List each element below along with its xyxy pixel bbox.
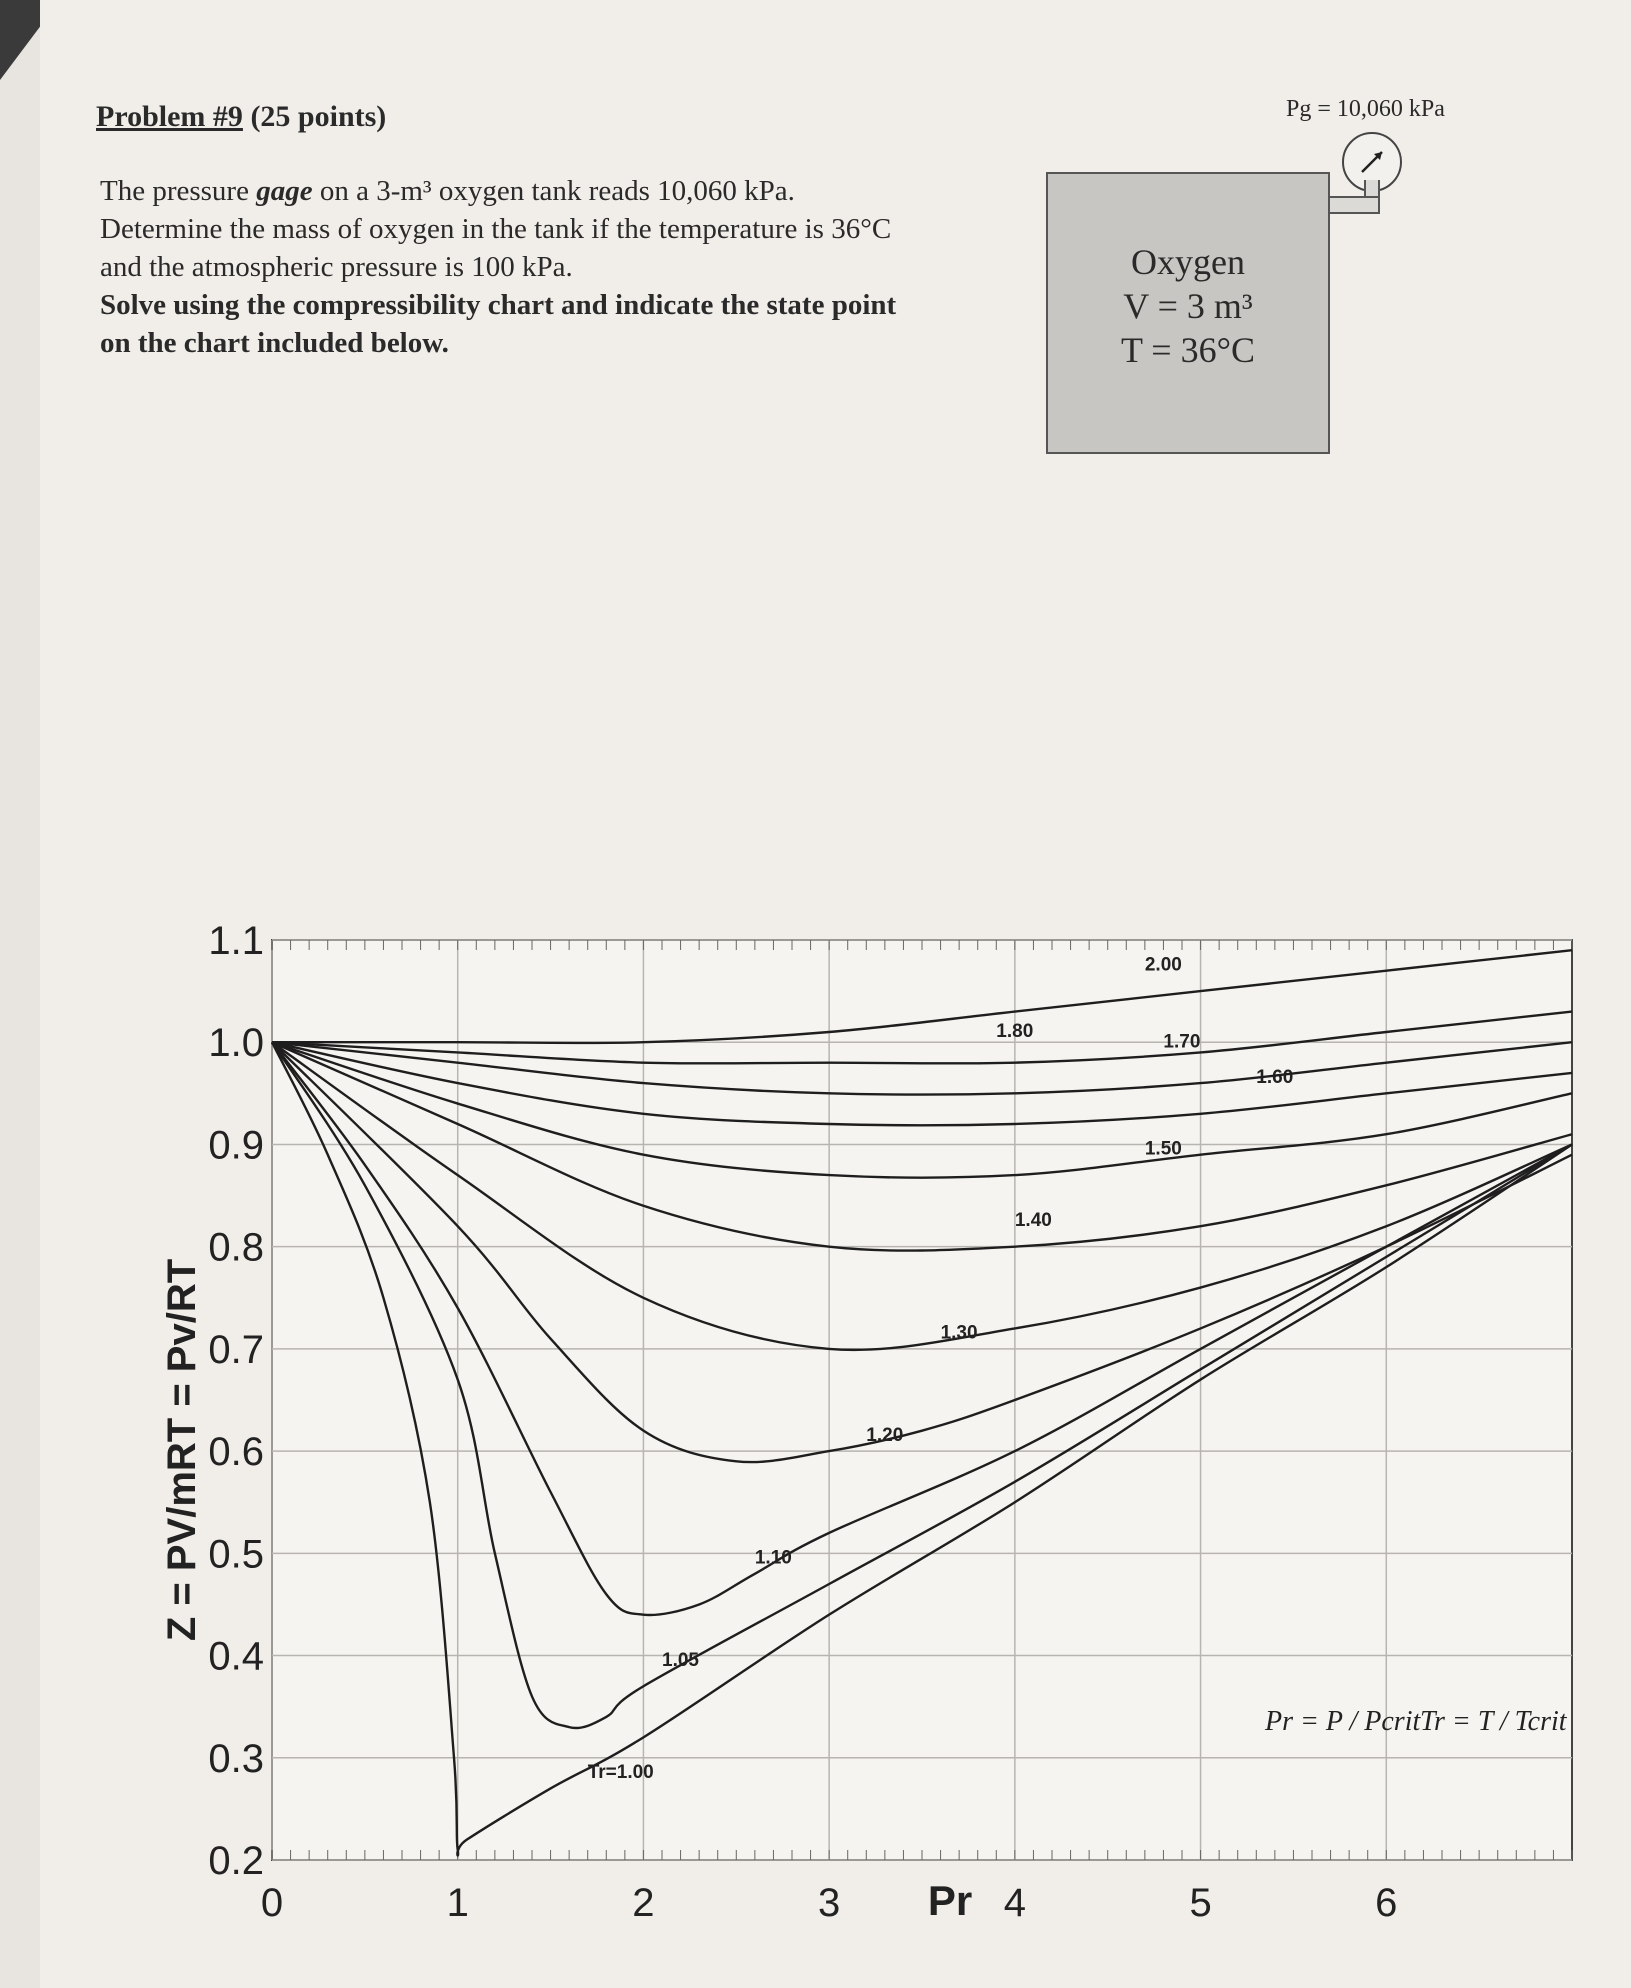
x-tick-label: 3 bbox=[818, 1881, 841, 1925]
tank-gas-name: Oxygen bbox=[1131, 242, 1245, 282]
tank-temperature: T = 36°C bbox=[1120, 330, 1256, 370]
curve-label: 1.80 bbox=[996, 1021, 1034, 1043]
formula-pr: Pr = P / Pcrit bbox=[1265, 1706, 1421, 1737]
statement-line-2: Determine the mass of oxygen in the tank if the temperature is 36°C bbox=[100, 213, 892, 245]
curve-label: 1.30 bbox=[940, 1322, 978, 1344]
statement-line-5: on the chart included below. bbox=[100, 327, 449, 359]
y-tick-label: 0.3 bbox=[208, 1736, 264, 1781]
curve-label: 1.70 bbox=[1163, 1031, 1201, 1053]
statement-line-1: The pressure gage on a 3-m³ oxygen tank reads 10,060 kPa. bbox=[100, 175, 795, 207]
problem-number: Problem #9 bbox=[96, 100, 243, 133]
curve-label: 1.50 bbox=[1144, 1138, 1182, 1160]
curve-label: 1.20 bbox=[866, 1424, 904, 1446]
statement-line-3: and the atmospheric pressure is 100 kPa. bbox=[100, 251, 573, 283]
y-tick-label: 0.5 bbox=[208, 1532, 264, 1577]
curve-label: 2.00 bbox=[1144, 954, 1182, 976]
y-tick-label: 0.4 bbox=[208, 1634, 264, 1679]
statement-line-4: Solve using the compressibility chart and indicate the state point bbox=[100, 289, 897, 321]
y-tick-label: 0.2 bbox=[208, 1839, 264, 1883]
problem-points: (25 points) bbox=[250, 100, 387, 133]
x-tick-label: 5 bbox=[1189, 1881, 1212, 1925]
curve-label: 1.10 bbox=[754, 1547, 792, 1569]
tank-volume: V = 3 m³ bbox=[1123, 286, 1253, 326]
curve-label: 1.05 bbox=[662, 1649, 699, 1671]
y-tick-label: 0.7 bbox=[208, 1327, 264, 1372]
y-axis-label: Z = PV/mRT = Pv/RT bbox=[160, 1258, 204, 1642]
curve-label: 1.40 bbox=[1014, 1210, 1052, 1232]
formula-tr: Tr = T / Tcrit bbox=[1420, 1706, 1567, 1737]
gauge-pressure-label: Pg = 10,060 kPa bbox=[1286, 96, 1445, 122]
x-tick-label: 6 bbox=[1375, 1881, 1398, 1925]
x-axis-label: Pr bbox=[927, 1877, 973, 1924]
y-tick-label: 1.0 bbox=[208, 1021, 264, 1066]
curve-label: 1.60 bbox=[1256, 1067, 1294, 1089]
x-tick-label: 0 bbox=[260, 1881, 284, 1925]
y-tick-label: 0.9 bbox=[208, 1123, 264, 1168]
curve-label: Tr=1.00 bbox=[587, 1762, 654, 1784]
y-tick-label: 0.6 bbox=[208, 1430, 264, 1475]
x-tick-label: 4 bbox=[1003, 1881, 1026, 1925]
x-tick-label: 1 bbox=[446, 1881, 469, 1925]
y-tick-label: 0.8 bbox=[208, 1225, 264, 1270]
x-tick-label: 2 bbox=[632, 1881, 655, 1925]
y-tick-label: 1.1 bbox=[208, 919, 264, 963]
